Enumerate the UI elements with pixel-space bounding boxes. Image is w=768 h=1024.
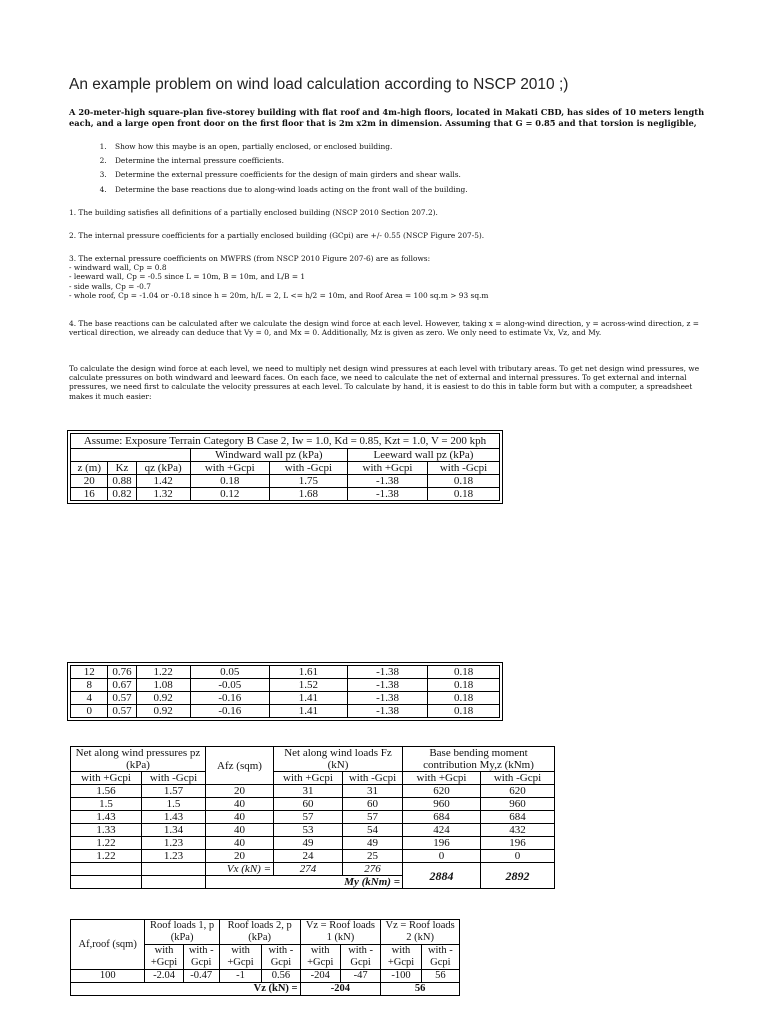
table-cell: 0.18 xyxy=(428,488,500,501)
table-cell: 57 xyxy=(274,811,343,824)
table-cell: 620 xyxy=(403,785,481,798)
table-cell: 31 xyxy=(343,785,403,798)
table-cell: 20 xyxy=(71,475,108,488)
table-cell: 684 xyxy=(403,811,481,824)
table-cell: 0.88 xyxy=(108,475,136,488)
task-item: 2. Determine the internal pressure coefficients. xyxy=(109,154,729,168)
answer-3-line: - windward wall, Cp = 0.8 xyxy=(69,263,167,273)
table-cell: 0.76 xyxy=(108,666,136,679)
table-row xyxy=(71,970,460,983)
table-cell: 40 xyxy=(206,837,274,850)
answer-3 xyxy=(69,254,709,300)
table-cell: 40 xyxy=(206,811,274,824)
table-cell: 1.57 xyxy=(142,785,206,798)
answer-1: 1. The building satisfies all definitions of a partially enclosed building (NSCP 2010 Section 207.2). xyxy=(69,208,438,217)
table-cell: 54 xyxy=(343,824,403,837)
table-cell: 25 xyxy=(343,850,403,863)
table-cell: 196 xyxy=(403,837,481,850)
table-row xyxy=(71,475,500,488)
task-item: 1. Show how this maybe is an open, partially enclosed, or enclosed building. xyxy=(109,140,729,154)
table-cell: 4 xyxy=(71,692,108,705)
table-cell: -1.38 xyxy=(347,692,427,705)
table-cell: 0.05 xyxy=(190,666,269,679)
table-row xyxy=(71,679,500,692)
header-roof-loads-1: Roof loads 1, p (kPa) xyxy=(145,920,219,945)
column-header: with -Gcpi xyxy=(142,772,206,785)
column-header: with +Gcpi xyxy=(71,772,142,785)
table-cell: 1.56 xyxy=(71,785,142,798)
table-cell: 1.22 xyxy=(136,666,190,679)
table-cell: 0.18 xyxy=(428,475,500,488)
table-cell: -1 xyxy=(219,970,262,983)
answer-2: 2. The internal pressure coefficients for a partially enclosed building (GCpi) are +/- 0.55 (NSCP Figure 207-5). xyxy=(69,231,485,240)
table-cell: -1.38 xyxy=(347,475,427,488)
table1-group-leeward: Leeward wall pz (kPa) xyxy=(347,449,499,462)
table1-blank xyxy=(71,449,191,462)
table-cell: 12 xyxy=(71,666,108,679)
table-cell: 100 xyxy=(71,970,145,983)
table-row xyxy=(71,488,500,501)
column-header: with +Gcpi xyxy=(403,772,481,785)
table-row xyxy=(71,850,555,863)
table-cell: 49 xyxy=(274,837,343,850)
table-cell: 1.33 xyxy=(71,824,142,837)
header-net-pressures: Net along wind pressures pz (kPa) xyxy=(71,747,206,772)
table-row xyxy=(71,666,500,679)
table-cell: -1.38 xyxy=(347,666,427,679)
table-cell: -47 xyxy=(340,970,380,983)
table-cell: 0 xyxy=(71,705,108,718)
header-net-loads: Net along wind loads Fz (kN) xyxy=(274,747,403,772)
table-cell: 57 xyxy=(343,811,403,824)
table-cell: 49 xyxy=(343,837,403,850)
table-cell: 40 xyxy=(206,824,274,837)
table-cell: 0.82 xyxy=(108,488,136,501)
header-vz-1: Vz = Roof loads 1 (kN) xyxy=(300,920,381,945)
table-cell: 424 xyxy=(403,824,481,837)
table-cell: -1.38 xyxy=(347,488,427,501)
table-cell: 0.67 xyxy=(108,679,136,692)
paragraph-method: To calculate the design wind force at each level, we need to multiply net design wind pressures at each level with tributary areas. To get net design wind pressures, we calculate pressures on both windward and leeward faces. On each face, we need to calculate the net of external and internal pressures. To get external and internal pressures, we need first to calculate the velocity pressures at each level. To calculate by hand, it is easiest to do this in table form but with a computer, a spreadsheet makes it much easier: xyxy=(69,364,700,401)
vx-value: 274 xyxy=(274,863,343,876)
table-cell: 24 xyxy=(274,850,343,863)
column-header: with -Gcpi xyxy=(262,945,300,970)
my-label: My (kNm) = xyxy=(206,876,403,889)
wind-loads-table xyxy=(70,746,555,889)
table-cell: 1.43 xyxy=(142,811,206,824)
column-header: with +Gcpi xyxy=(274,772,343,785)
vz-label: Vz (kN) = xyxy=(71,983,301,996)
header-afz: Afz (sqm) xyxy=(206,747,274,785)
column-header: with +Gcpi xyxy=(381,945,421,970)
table-cell: 60 xyxy=(343,798,403,811)
vz-value: 56 xyxy=(381,983,460,996)
problem-statement: A 20-meter-high square-plan five-storey building with flat roof and 4m-high floors, located in Makati CBD, has sides of 10 meters length each, and a large open front door on the first floor that is 2m x2m in dimension. Assuming that G = 0.85 and that torsion is negligible, xyxy=(69,107,705,128)
total-row-vx xyxy=(71,863,555,876)
table-cell: 0.57 xyxy=(108,705,136,718)
table-row xyxy=(71,692,500,705)
table-row xyxy=(71,824,555,837)
table-cell: 0 xyxy=(481,850,555,863)
table-cell: -0.05 xyxy=(190,679,269,692)
table-cell: 432 xyxy=(481,824,555,837)
column-header: with +Gcpi xyxy=(145,945,183,970)
table-cell: 1.5 xyxy=(142,798,206,811)
table-cell: -204 xyxy=(300,970,340,983)
column-header: qz (kPa) xyxy=(136,462,190,475)
table-cell: 1.22 xyxy=(71,850,142,863)
table-cell: 1.5 xyxy=(71,798,142,811)
column-header: with +Gcpi xyxy=(190,462,269,475)
header-moment: Base bending moment contribution My,z (kNm) xyxy=(403,747,555,772)
roof-loads-table xyxy=(70,919,460,996)
task-item: 3. Determine the external pressure coefficients for the design of main girders and shear walls. xyxy=(109,168,729,182)
table-cell: -1.38 xyxy=(347,705,427,718)
task-list xyxy=(69,140,729,197)
column-header: Kz xyxy=(108,462,136,475)
table-row xyxy=(71,705,500,718)
table-cell: 8 xyxy=(71,679,108,692)
table-cell: 0.12 xyxy=(190,488,269,501)
table-row xyxy=(71,798,555,811)
answer-4: 4. The base reactions can be calculated after we calculate the design wind force at each level. However, taking x = along-wind direction, y = across-wind direction, z = vertical direction, we already can deduce that Vy = 0, and Mx = 0. Additionally, Mz is given as zero. We only need to estimate Vx, Vz, and My. xyxy=(69,319,699,338)
table-cell: 1.41 xyxy=(269,692,347,705)
column-header: with -Gcpi xyxy=(269,462,347,475)
table-cell: 40 xyxy=(206,798,274,811)
table-cell: 0.57 xyxy=(108,692,136,705)
table-cell: 1.23 xyxy=(142,850,206,863)
column-header: with +Gcpi xyxy=(300,945,340,970)
answer-3-line: - leeward wall, Cp = -0.5 since L = 10m, B = 10m, and L/B = 1 xyxy=(69,272,306,282)
table-cell: -1.38 xyxy=(347,679,427,692)
table-cell: -0.16 xyxy=(190,705,269,718)
answer-3-line: - side walls, Cp = -0.7 xyxy=(69,281,151,291)
table-cell: 1.75 xyxy=(269,475,347,488)
table-cell: 1.34 xyxy=(142,824,206,837)
column-header: with -Gcpi xyxy=(340,945,380,970)
table-cell: 0.92 xyxy=(136,705,190,718)
table-cell: 1.41 xyxy=(269,705,347,718)
table-cell: 0.18 xyxy=(428,692,500,705)
velocity-pressure-table xyxy=(70,433,500,501)
velocity-pressure-table-continued xyxy=(70,665,500,718)
page-title: An example problem on wind load calculation according to NSCP 2010 ;) xyxy=(69,76,569,93)
table-cell: 0.18 xyxy=(428,666,500,679)
table-cell: 1.61 xyxy=(269,666,347,679)
table-cell: 0.18 xyxy=(428,705,500,718)
table-cell: 0.56 xyxy=(262,970,300,983)
vx-label: Vx (kN) = xyxy=(206,863,274,876)
table-cell: 684 xyxy=(481,811,555,824)
table-cell: 60 xyxy=(274,798,343,811)
table-cell: 620 xyxy=(481,785,555,798)
vz-value: -204 xyxy=(300,983,381,996)
table-row xyxy=(71,811,555,824)
my-value: 2884 xyxy=(403,863,481,889)
table-cell: 53 xyxy=(274,824,343,837)
table-cell: 0.18 xyxy=(190,475,269,488)
my-value: 2892 xyxy=(481,863,555,889)
table-cell: 16 xyxy=(71,488,108,501)
table-cell: -2.04 xyxy=(145,970,183,983)
total-row-vz xyxy=(71,983,460,996)
column-header: with -Gcpi xyxy=(481,772,555,785)
header-vz-2: Vz = Roof loads 2 (kN) xyxy=(381,920,460,945)
table1-group-windward: Windward wall pz (kPa) xyxy=(190,449,347,462)
table-cell: 1.52 xyxy=(269,679,347,692)
table-cell: 20 xyxy=(206,785,274,798)
table-cell: -100 xyxy=(381,970,421,983)
task-item: 4. Determine the base reactions due to along-wind loads acting on the front wall of the building. xyxy=(109,183,729,197)
table-cell: 31 xyxy=(274,785,343,798)
table-cell: 1.23 xyxy=(142,837,206,850)
header-af-roof: Af,roof (sqm) xyxy=(71,920,145,970)
column-header: with -Gcpi xyxy=(421,945,459,970)
table-cell: 1.68 xyxy=(269,488,347,501)
table-cell: 56 xyxy=(421,970,459,983)
table-cell: 1.22 xyxy=(71,837,142,850)
vx-value: 276 xyxy=(343,863,403,876)
table-cell: -0.47 xyxy=(183,970,219,983)
table-cell: 1.08 xyxy=(136,679,190,692)
table-cell: 0.18 xyxy=(428,679,500,692)
table-cell: 0.92 xyxy=(136,692,190,705)
table-cell: 1.42 xyxy=(136,475,190,488)
column-header: z (m) xyxy=(71,462,108,475)
column-header: with +Gcpi xyxy=(219,945,262,970)
table-row xyxy=(71,785,555,798)
column-header: with -Gcpi xyxy=(343,772,403,785)
table-cell: 196 xyxy=(481,837,555,850)
answer-3-line: 3. The external pressure coefficients on MWFRS (from NSCP 2010 Figure 207-6) are as follows: xyxy=(69,254,431,263)
table-cell: 960 xyxy=(403,798,481,811)
table-cell: 1.43 xyxy=(71,811,142,824)
table-cell: 960 xyxy=(481,798,555,811)
column-header: with -Gcpi xyxy=(183,945,219,970)
table1-header: Assume: Exposure Terrain Category B Case 2, Iw = 1.0, Kd = 0.85, Kzt = 1.0, V = 200 kph xyxy=(71,434,500,449)
table-cell: 0 xyxy=(403,850,481,863)
table-cell: 1.32 xyxy=(136,488,190,501)
column-header: with +Gcpi xyxy=(347,462,427,475)
answer-3-line: - whole roof, Cp = -1.04 or -0.18 since h = 20m, h/L = 2, L <= h/2 = 10m, and Roof Area = 100 sq.m > 93 sq.m xyxy=(69,290,489,300)
table-row xyxy=(71,837,555,850)
header-roof-loads-2: Roof loads 2, p (kPa) xyxy=(219,920,300,945)
column-header: with -Gcpi xyxy=(428,462,500,475)
table-cell: 20 xyxy=(206,850,274,863)
table-cell: -0.16 xyxy=(190,692,269,705)
